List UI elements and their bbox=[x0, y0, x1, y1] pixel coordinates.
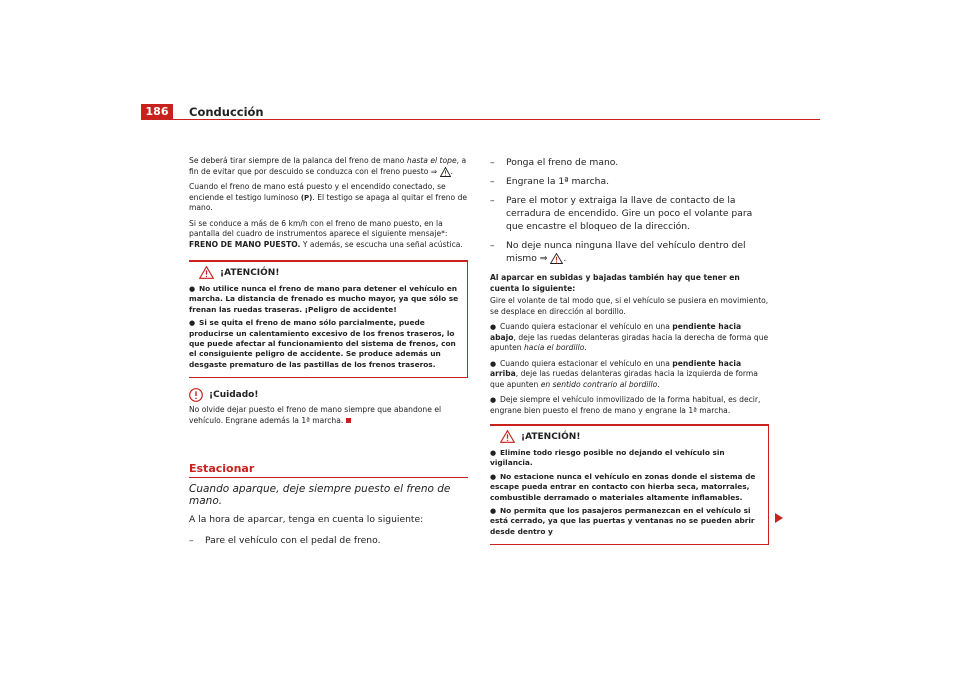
text-run: . bbox=[584, 343, 587, 352]
warning-item-text: No estacione nunca el vehículo en zonas donde el sistema de escape pueda entrar en contacto con hierba seca, matorrales, combustible derramado o materiales altamente inflamables. bbox=[490, 471, 756, 502]
text-run: No deje nunca ninguna llave del vehículo dentro del mismo ⇒ bbox=[506, 240, 746, 264]
text-run: . bbox=[563, 253, 567, 264]
text-run: Cuando quiera estacionar el vehículo en una bbox=[500, 358, 673, 368]
section-title: Estacionar bbox=[189, 462, 255, 476]
text-emphasis: hacia el bordillo bbox=[523, 343, 585, 352]
list-item-text: Ponga el freno de mano. bbox=[506, 157, 619, 168]
list-item: – Engrane la 1ª marcha. bbox=[490, 176, 610, 187]
section-rule bbox=[189, 477, 468, 478]
left-column bbox=[189, 156, 468, 553]
caution-title: ¡Cuidado! bbox=[209, 390, 259, 401]
left-paragraph-3 bbox=[189, 219, 468, 251]
continue-arrow-icon bbox=[775, 513, 783, 523]
list-item: – Pare el motor y extraiga la llave de contacto de la cerradura de encendido. Gire un poco el volante para que encastre el bloqueo de la dirección. bbox=[490, 194, 769, 233]
text-run: Si se conduce a más de 6 km/h con el freno de mano puesto, en la pantalla del cuadro de instrumentos aparece el siguiente mensaje*: bbox=[189, 218, 448, 238]
text-strong: pendiente hacia arriba bbox=[490, 358, 742, 378]
list-item-text bbox=[506, 239, 769, 265]
section-intro: A la hora de aparcar, tenga en cuenta lo siguiente: bbox=[189, 514, 424, 526]
warning-item: ● Si se quita el freno de mano sólo parcialmente, puede producirse un calentamiento excesivo de los frenos traseros, lo que puede afectar al funcionamiento del sistema de frenos, con el consiguiente peligro de accidente. Se produce además un desgaste prematuro de las pastillas de los frenos traseros. bbox=[189, 318, 456, 369]
text-emphasis: en sentido contrario al bordillo bbox=[540, 379, 658, 389]
text-run: Y además, se escucha una señal acústica. bbox=[300, 239, 463, 249]
warning-title: ¡ATENCIÓN! bbox=[521, 431, 581, 442]
list-item-text: Engrane la 1ª marcha. bbox=[506, 176, 610, 187]
bullet-item: ● Deje siempre el vehículo inmovilizado de la forma habitual, es decir, engrane bien puesto el freno de mano y engrane la 1ª marcha. bbox=[490, 395, 761, 415]
text-emphasis: hasta el tope bbox=[406, 156, 457, 165]
parking-brake-warning-light-icon: (P) bbox=[300, 193, 313, 202]
text-run: , deje las ruedas delanteras giradas hacia la izquierda de forma que apunten bbox=[490, 369, 758, 389]
warning-item: ● Elimine todo riesgo posible no dejando el vehículo sin vigilancia. bbox=[490, 448, 725, 468]
text-run: Se deberá tirar siempre de la palanca del freno de mano bbox=[189, 156, 407, 165]
warning-title: ¡ATENCIÓN! bbox=[220, 267, 280, 278]
bullet-item: ● Cuando quiera estacionar el vehículo en una pendiente hacia abajo, deje las ruedas delanteras giradas hacia la derecha de forma que apunten hacia el bordillo. bbox=[490, 322, 769, 352]
left-paragraph-1 bbox=[189, 156, 468, 177]
warning-triangle-icon bbox=[550, 253, 563, 264]
text-run: . bbox=[657, 379, 660, 389]
list-item: – Ponga el freno de mano. bbox=[490, 157, 619, 168]
chapter-title: Conducción bbox=[189, 105, 264, 119]
warning-box bbox=[490, 424, 769, 545]
right-paragraph-1: Gire el volante de tal modo que, si el vehículo se pusiera en movimiento, se desplace en dirección al bordillo. bbox=[490, 296, 769, 316]
subheading: Al aparcar en subidas y bajadas también hay que tener en cuenta lo siguiente: bbox=[490, 273, 740, 293]
text-strong: FRENO DE MANO PUESTO. bbox=[189, 239, 301, 249]
caution-icon bbox=[189, 388, 203, 402]
warning-item: ● No permita que los pasajeros permanezcan en el vehículo si está cerrado, ya que las puertas y ventanas no se pueden abrir desde dentro y bbox=[490, 506, 755, 536]
warning-item-text: Si se quita el freno de mano sólo parcialmente, puede producirse un calentamiento excesivo de los frenos traseros, lo que puede afectar al funcionamiento del sistema de frenos, con el consiguiente peligro de accidente. Se produce además un desgaste prematuro de las pastillas de los frenos traseros. bbox=[189, 318, 456, 369]
list-item: – No deje nunca ninguna llave del vehículo dentro del mismo ⇒ . bbox=[490, 239, 769, 265]
text-strong: pendiente hacia abajo bbox=[490, 322, 742, 342]
warning-triangle-icon bbox=[199, 266, 214, 279]
warning-item: ● No utilice nunca el freno de mano para detener el vehículo en marcha. La distancia de frenado es mucho mayor, ya que sólo se frenan las ruedas traseras. ¡Peligro de accidente! bbox=[189, 284, 459, 314]
text-run: Cuando el freno de mano está puesto y el encendido conectado, se enciende el testigo luminoso bbox=[189, 182, 446, 202]
text-run: Deje siempre el vehículo inmovilizado de la forma habitual, es decir, engrane bien puesto el freno de mano y engrane la 1ª marcha. bbox=[490, 395, 761, 415]
header-rule bbox=[141, 119, 820, 120]
section-subtitle: Cuando aparque, deje siempre puesto el freno de mano. bbox=[189, 483, 451, 508]
warning-triangle-icon bbox=[440, 167, 451, 177]
text-run: No olvide dejar puesto el freno de mano siempre que abandone el vehículo. Engrane además la 1ª marcha. bbox=[189, 405, 442, 425]
text-run: . bbox=[450, 166, 453, 176]
warning-item-text: Elimine todo riesgo posible no dejando el vehículo sin vigilancia. bbox=[490, 448, 725, 468]
text-run: . El testigo se apaga al quitar el freno de mano. bbox=[189, 192, 468, 212]
page-number: 186 bbox=[141, 104, 173, 119]
list-item: – Pare el vehículo con el pedal de freno. bbox=[189, 534, 381, 546]
right-column bbox=[490, 156, 769, 555]
warning-item: ● No estacione nunca el vehículo en zonas donde el sistema de escape pueda entrar en contacto con hierba seca, matorrales, combustible derramado o materiales altamente inflamables. bbox=[490, 471, 756, 502]
warning-box bbox=[189, 260, 468, 378]
warning-item-text: No utilice nunca el freno de mano para detener el vehículo en marcha. La distancia de frenado es mucho mayor, ya que sólo se frenan las ruedas traseras. ¡Peligro de accidente! bbox=[189, 284, 459, 314]
warning-item-text: No permita que los pasajeros permanezcan en el vehículo si está cerrado, ya que las puertas y ventanas no se pueden abrir desde dentro y bbox=[490, 506, 755, 536]
text-run: Cuando quiera estacionar el vehículo en una bbox=[500, 322, 673, 331]
caution-header bbox=[189, 388, 468, 402]
bullet-item: ● Cuando quiera estacionar el vehículo en una pendiente hacia arriba, deje las ruedas delanteras giradas hacia la izquierda de forma que apunten en sentido contrario al bordillo. bbox=[490, 358, 758, 389]
left-paragraph-2 bbox=[189, 182, 468, 214]
warning-header bbox=[199, 266, 463, 279]
text-run: , deje las ruedas delanteras giradas hacia la derecha de forma que apunten bbox=[490, 332, 769, 352]
list-item-text: Pare el vehículo con el pedal de freno. bbox=[205, 534, 381, 546]
warning-triangle-icon bbox=[500, 430, 515, 443]
list-item-text: Pare el motor y extraiga la llave de contacto de la cerradura de encendido. Gire un poco el volante para que encastre el bloqueo de la dirección. bbox=[506, 195, 753, 232]
warning-header bbox=[500, 430, 764, 443]
text-run: , a fin de evitar que por descuido se conduzca con el freno puesto ⇒ bbox=[189, 156, 467, 176]
caution-text bbox=[189, 405, 468, 426]
end-of-section-marker bbox=[346, 418, 351, 423]
